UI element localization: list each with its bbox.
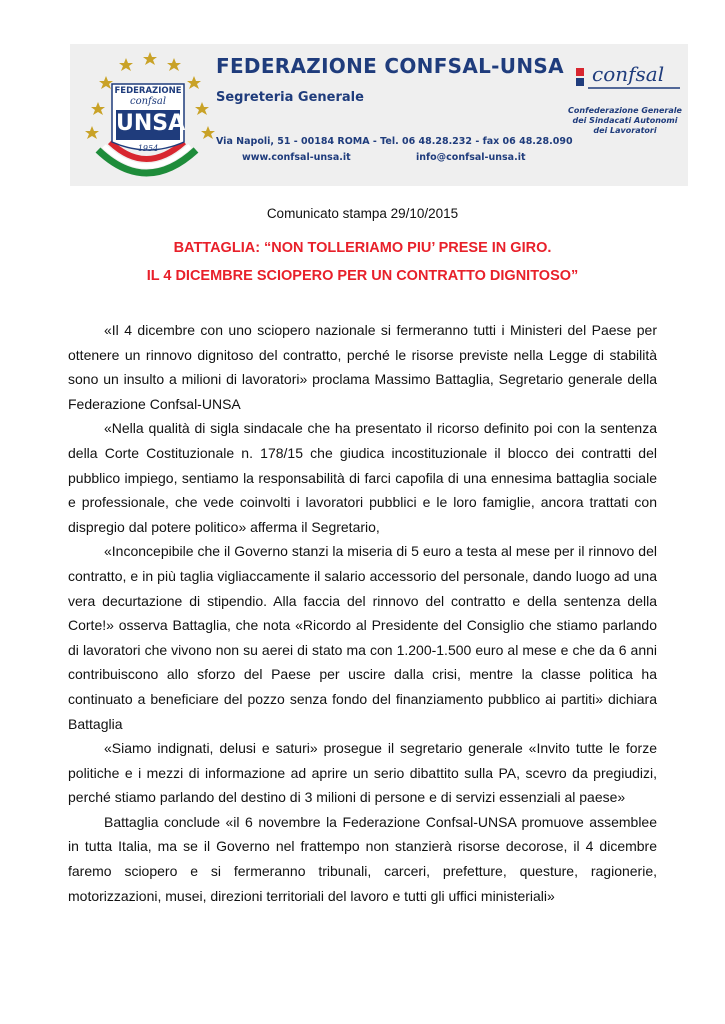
address-line: Via Napoli, 51 - 00184 ROMA - Tel. 06 48.28.232 - fax 06 48.28.090 [216, 136, 573, 147]
confsal-desc-line: Confederazione Generale [568, 106, 682, 115]
confsal-desc-line: dei Sindacati Autonomi [572, 116, 678, 125]
confsal-logo [570, 58, 682, 98]
letterhead-center [216, 50, 576, 180]
logo-year: 1954 [137, 144, 159, 153]
confsal-logo-text: confsal [592, 62, 665, 86]
federation-title: FEDERAZIONE CONFSAL-UNSA [216, 54, 564, 78]
logo-confsal-text: confsal [129, 96, 167, 107]
secretariat-title: Segreteria Generale [216, 90, 364, 105]
headline-line: BATTAGLIA: “NON TOLLERIAMO PIU’ PRESE IN GIRO. [173, 240, 552, 256]
website-link[interactable]: www.confsal-unsa.it [242, 152, 351, 163]
email-link[interactable]: info@confsal-unsa.it [416, 152, 526, 163]
press-release-body [68, 318, 657, 908]
letterhead [70, 44, 688, 186]
confsal-description [564, 106, 686, 136]
unsa-logo [76, 46, 216, 184]
logo-federazione-text: FEDERAZIONE [114, 86, 182, 96]
headline-line: IL 4 DICEMBRE SCIOPERO PER UN CONTRATTO DIGNITOSO” [146, 268, 579, 284]
logo-unsa-text: UNSA [116, 111, 186, 136]
confsal-desc-line: dei Lavoratori [593, 126, 657, 135]
body-paragraph: «Nella qualità di sigla sindacale che ha presentato il ricorso definito poi con la sentenza della Corte Costituzionale n. 178/15 che giudica incostituzionale il blocco dei contratti del pubblico impiego, sentiamo la responsabilità di farci capofila di una ennesima battaglia sociale e professionale, che vede coinvolti i lavoratori pubblici e le loro famiglie, ancora trattati con dispregio dal potere politico» afferma il Segretario, [68, 420, 657, 535]
body-paragraph: Battaglia conclude «il 6 novembre la Federazione Confsal-UNSA promuove assemblee in tutta Italia, ma se il Governo nel frattempo non stanzierà risorse decorose, il 4 dicembre faremo sciopero e si fermeranno tribunali, carceri, prefetture, questure, ragionerie, motorizzazioni, musei, direzioni territoriali del lavoro e tutti gli uffici ministeriali» [68, 813, 657, 904]
body-paragraph: «Siamo indignati, delusi e saturi» prosegue il segretario generale «Invito tutte le forze politiche e i mezzi di informazione ad aprire un serio dibattito sulla PA, scevro da pregiudizi, perché stiamo parlando del destino di 3 milioni di persone e di servizi essenziali al paese» [68, 740, 657, 806]
press-release-date: Comunicato stampa 29/10/2015 [266, 206, 459, 221]
body-paragraph: «Il 4 dicembre con uno sciopero nazionale si fermeranno tutti i Ministeri del Paese per ottenere un rinnovo dignitoso del contratto, perché le risorse previste nella Legge di stabilità sono un insulto a milioni di lavoratori» proclama Massimo Battaglia, Segretario generale della Federazione Confsal-UNSA [68, 322, 657, 412]
body-paragraph: «Inconcepibile che il Governo stanzi la miseria di 5 euro a testa al mese per il rinnovo del contratto, e in più taglia vigliaccamente il salario accessorio del personale, dando luogo ad una vera decurtazione di stipendio. Alla faccia del rinnovo del contratto e della sentenza della Corte!» osserva Battaglia, che nota «Ricordo al Presidente del Consiglio che stiamo parlando di lavoratori che vivono non su aerei di stato ma con 1.200-1.500 euro al mese e che da 6 anni contribuiscono allo sforzo del Paese per uscire dalla crisi, mentre la classe politica ha continuato a beneficiare del pozzo senza fondo del finanziamento pubblico ai partiti» dichiara Battaglia [68, 543, 657, 732]
headline [0, 234, 725, 290]
